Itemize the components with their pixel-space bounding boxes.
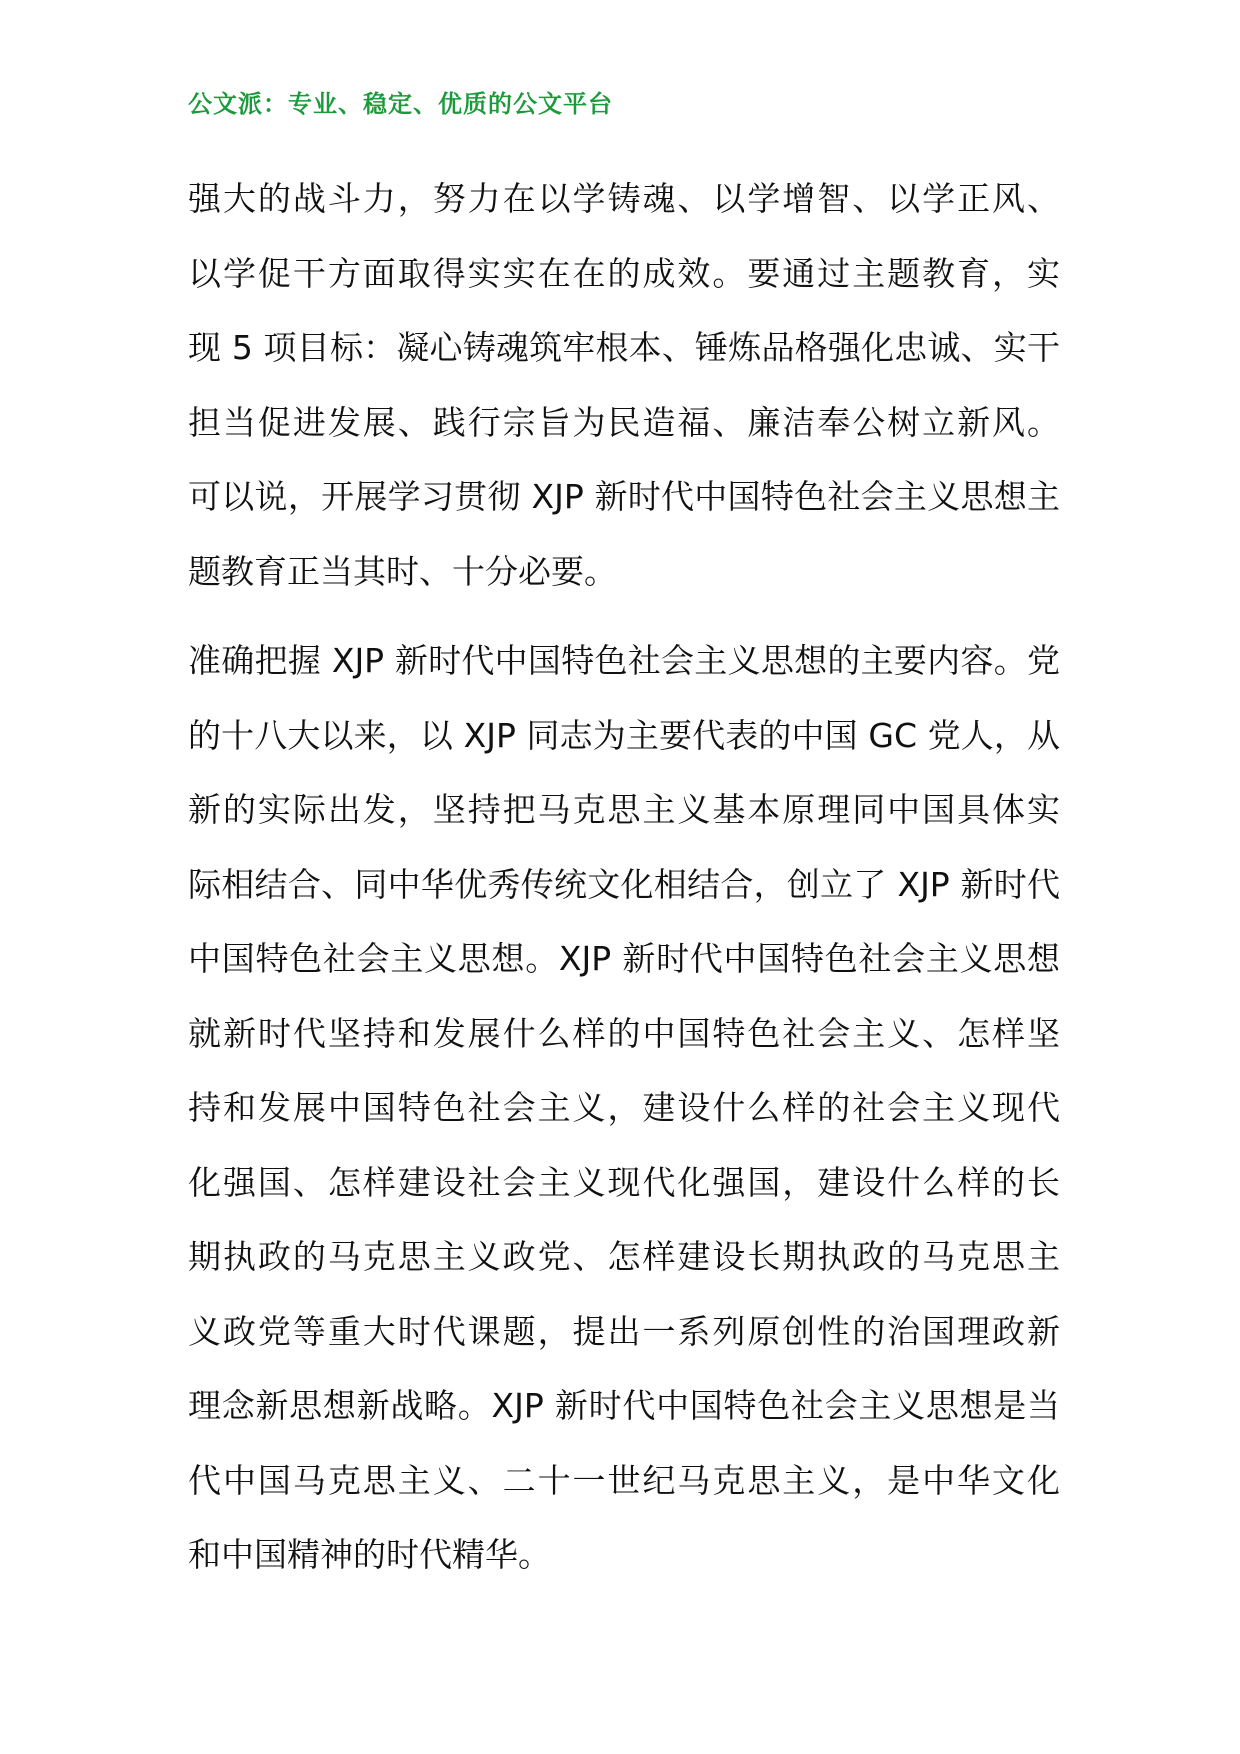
text-line: 理念新思想新战略。XJP 新时代中国特色社会主义思想是当 <box>188 1386 1060 1425</box>
text-line: 持和发展中国特色社会主义，建设什么样的社会主义现代 <box>188 1088 1060 1127</box>
document-body <box>188 162 1060 1593</box>
text-line: 担当促进发展、践行宗旨为民造福、廉洁奉公树立新风。 <box>188 402 1060 442</box>
paragraph-spacer <box>188 609 1060 624</box>
text-line: 准确把握 XJP 新时代中国特色社会主义思想的主要内容。党 <box>188 641 1060 680</box>
text-line: 期执政的马克思主义政党、怎样建设长期执政的马克思主 <box>188 1237 1060 1276</box>
text-line: 强大的战斗力，努力在以学铸魂、以学增智、以学正风、 <box>188 179 1060 218</box>
text-line: 就新时代坚持和发展什么样的中国特色社会主义、怎样坚 <box>188 1013 1060 1053</box>
text-line: 化强国、怎样建设社会主义现代化强国，建设什么样的长 <box>188 1162 1060 1202</box>
text-line: 新的实际出发，坚持把马克思主义基本原理同中国具体实 <box>188 790 1060 829</box>
text-line: 的十八大以来，以 XJP 同志为主要代表的中国 GC 党人，从 <box>188 715 1060 755</box>
paragraph-2 <box>188 624 1060 1593</box>
text-line: 代中国马克思主义、二十一世纪马克思主义，是中华文化 <box>188 1460 1060 1500</box>
text-line: 和中国精神的时代精华。 <box>188 1535 551 1574</box>
paragraph-1 <box>188 162 1060 609</box>
text-line: 义政党等重大时代课题，提出一系列原创性的治国理政新 <box>188 1311 1060 1351</box>
text-line: 中国特色社会主义思想。XJP 新时代中国特色社会主义思想 <box>188 939 1060 978</box>
page-header: 公文派：专业、稳定、优质的公文平台 <box>188 89 613 118</box>
text-line: 可以说，开展学习贯彻 XJP 新时代中国特色社会主义思想主 <box>188 477 1060 516</box>
text-line: 现 5 项目标：凝心铸魂筑牢根本、锤炼品格强化忠诚、实干 <box>188 328 1060 367</box>
text-line: 际相结合、同中华优秀传统文化相结合，创立了 XJP 新时代 <box>188 864 1060 904</box>
text-line: 题教育正当其时、十分必要。 <box>188 551 617 591</box>
text-line: 以学促干方面取得实实在在的成效。要通过主题教育，实 <box>188 253 1060 293</box>
